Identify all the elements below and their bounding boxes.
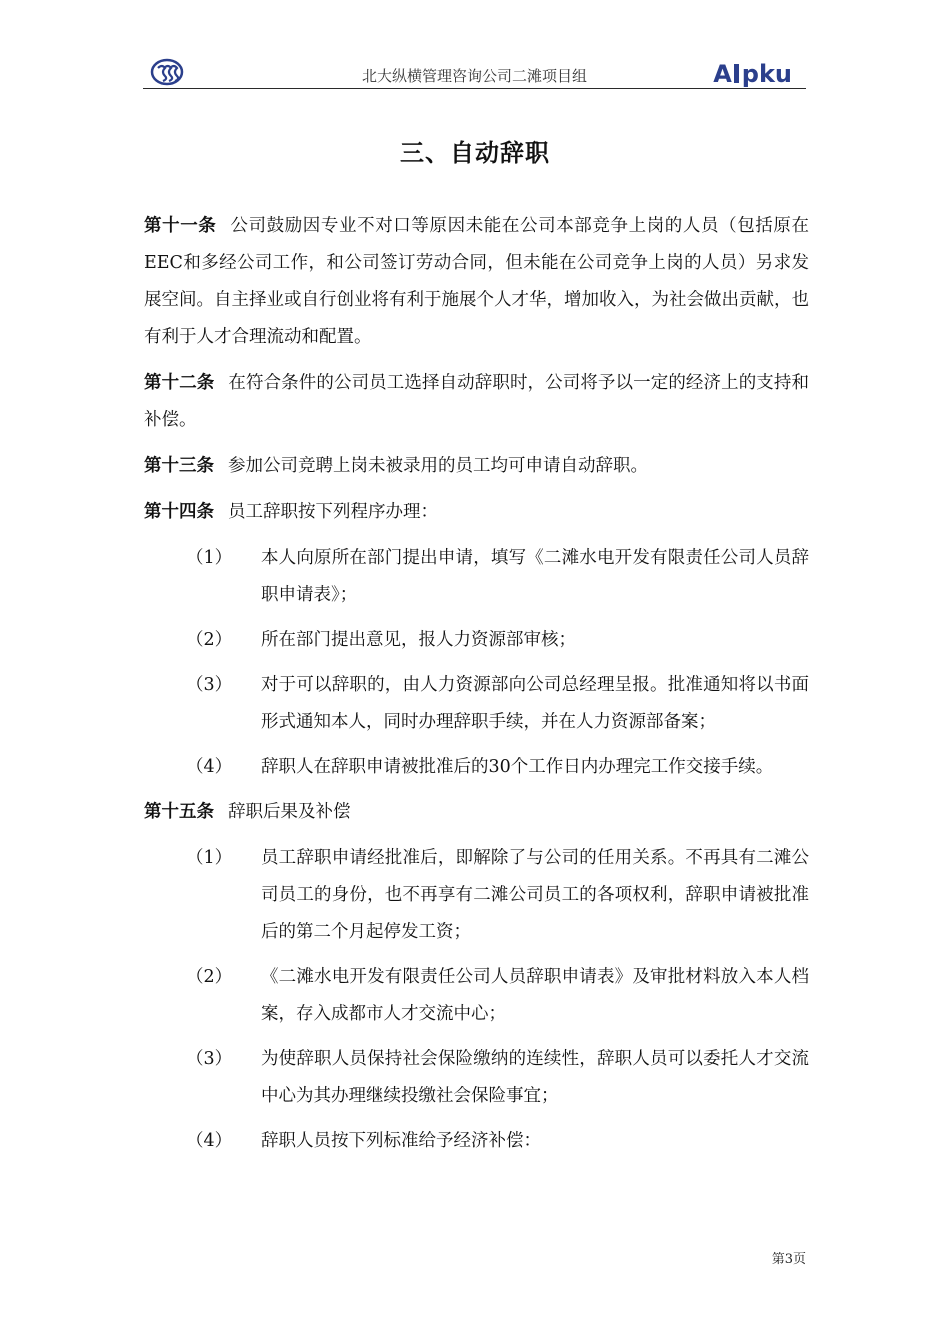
header-title: 北大纵横管理咨询公司二滩项目组 — [361, 67, 587, 85]
list-item: （3） 对于可以辞职的，由人力资源部向公司总经理呈报。批准通知将以书面形式通知本人，同时办理辞职手续，并在人力资源部备案； — [186, 675, 809, 732]
list-item: （1） 员工辞职申请经批准后，即解除了与公司的任用关系。不再具有二滩公司员工的身份，也不再享有二滩公司员工的各项权利，辞职申请被批准后的第二个月起停发工资； — [186, 848, 809, 942]
page-number: 第3页 — [771, 1252, 806, 1267]
apku-logo: A pku — [713, 60, 792, 88]
list-item: （4） 辞职人员按下列标准给予经济补偿： — [186, 1131, 541, 1151]
list-item: （2） 所在部门提出意见，报人力资源部审核； — [186, 630, 576, 650]
article-13: 第十三条 参加公司竞聘上岗未被录用的员工均可申请自动辞职。 — [144, 456, 648, 476]
article-11: 第十一条 公司鼓励因专业不对口等原因未能在公司本部竞争上岗的人员（包括原在EEC和多经公司工作，和公司签订劳动合同，但未能在公司竞争上岗的人员）另求发展空间。自主择业或自行创业将有利于施展个人才华，增加收入，为社会做出贡献，也有利于人才合理流动和配置。 — [144, 216, 810, 347]
document-body — [144, 208, 809, 1168]
section-title: 三、自动辞职 — [400, 138, 550, 167]
list-item: （3） 为使辞职人员保持社会保险缴纳的连续性，辞职人员可以委托人才交流中心为其办理继续投缴社会保险事宜； — [186, 1049, 809, 1106]
article-14: 第十四条 员工辞职按下列程序办理： — [144, 502, 438, 522]
article-15: 第十五条 辞职后果及补偿 — [144, 802, 351, 822]
page-header — [143, 58, 806, 89]
list-item: （4） 辞职人在辞职申请被批准后的30个工作日内办理完工作交接手续。 — [186, 757, 774, 777]
article-12: 第十二条 在符合条件的公司员工选择自动辞职时，公司将予以一定的经济上的支持和补偿。 — [144, 373, 809, 430]
list-item: （1） 本人向原所在部门提出申请，填写《二滩水电开发有限责任公司人员辞职申请表》； — [186, 548, 809, 605]
list-item: （2） 《二滩水电开发有限责任公司人员辞职申请表》及审批材料放入本人档案，存入成都市人才交流中心； — [186, 967, 809, 1024]
